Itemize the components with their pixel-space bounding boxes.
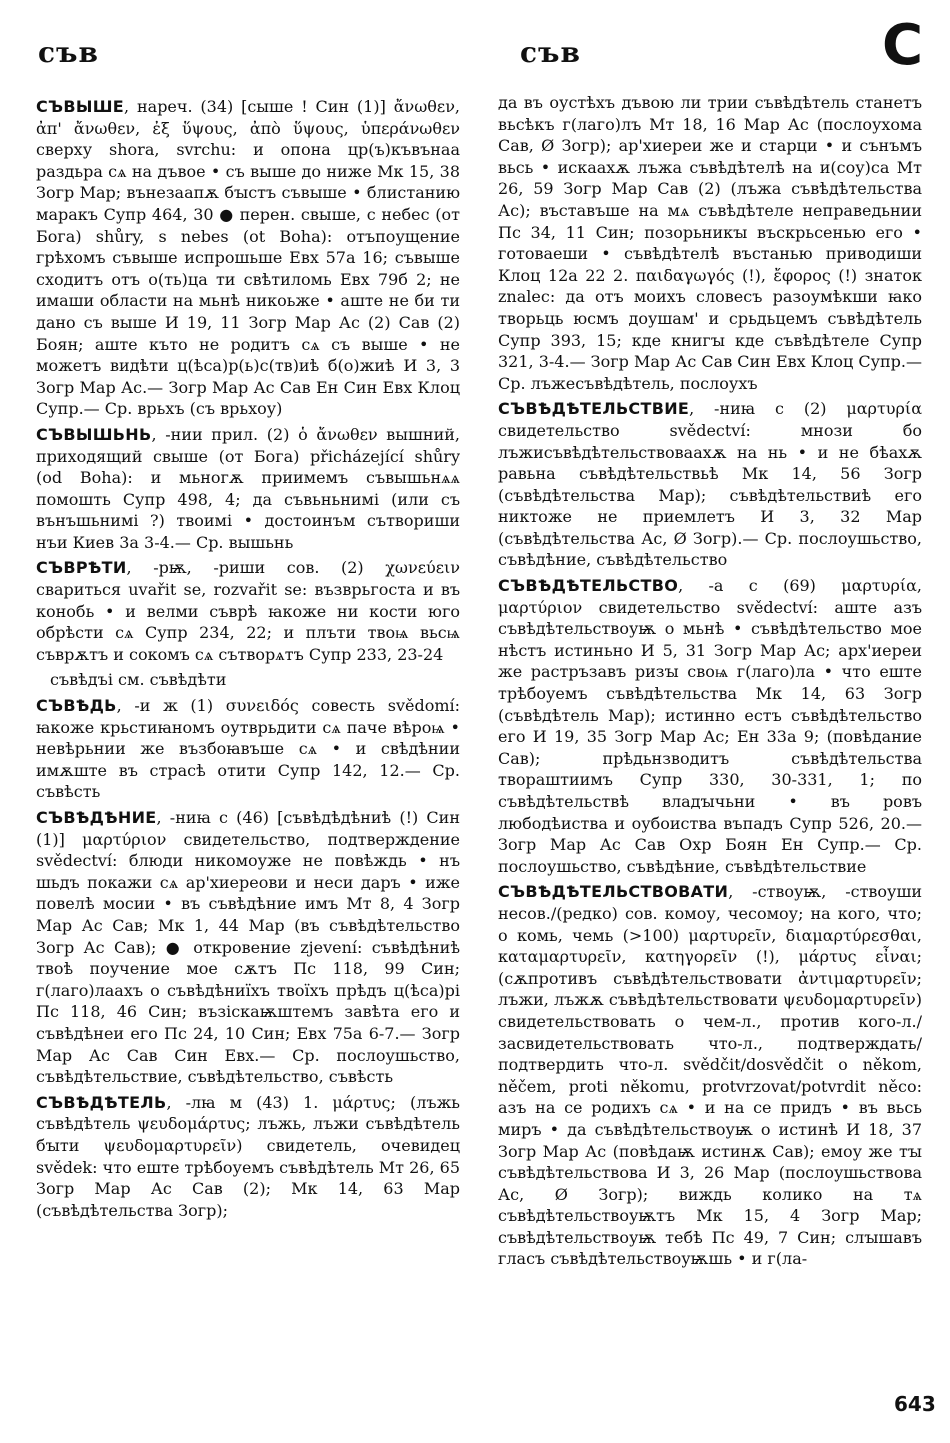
entry-headword: СЪВѢДѢТЕЛЬСТВИЕ: [498, 399, 690, 419]
section-letter: С: [882, 13, 924, 78]
dictionary-entry: [498, 92, 922, 394]
entry-headword: СЪВѢДѢТЕЛЬ: [36, 1092, 167, 1112]
entry-text: -и ж (1) συνειδός совесть svědomí: ꙗкоже крьстиꙗномъ оутврьдити сѧ паче вѣроѩ • невѣрьнии же възбоꙗвъше сѧ • и свѣдѣнии имѫште въ страсѣ отити Супр 142, 12.— Ср. съвѣсть: [36, 696, 460, 802]
dictionary-entry: СЪВЫШЕ, нареч. (34) [сыше ! Син (1)] ἄνωθεν, ἀπ' ἄνωθεν, ἐξ ὕψους, ἀπὸ ὕψους, ὑπεράνωθεν сверху shora, svrchu: и опона цр(ъ)къвънаа раздьра сѧ на дъвое • съ выше до ниже Мк 15, 38 Зогр Мар; вънезаапѫ бꙑстъ съвыше • блистанию маракъ Супр 464, 30 ● перен. свыше, с небес (от Бога) shůry, s nebes (ot Boha): отъпоущение грѣхомъ съвыше испрошьше Евх 57а 16; съвыше сходитъ отъ о(ть)ца ти свѣтиломь Евх 79б 2; не имаши области на мьнѣ никоьже • аште не би ти дано съ выше И 19, 11 Зогр Мар Ас (2) Сав (2) Боян; аште къто не родитъ сѧ съ выше • не можетъ видѣти ц(ѣса)р(ь)с(тв)иѣ б(о)жиѣ И 3, 3 Зогр Мар Ас.— Зогр Мар Ас Сав Ен Син Евх Клоц Супр.— Ср. врьхъ (съ врьхоу): [36, 97, 460, 419]
dictionary-entry: СЪВѢДѢТЕЛЬ, -лꙗ м (43) 1. μάρτυς; (лъжь съвѣдѣтель ψευδομάρτυς; лъжь, лъжи съвѣдѣтель бꙑти ψευδομαρτυρεῖν) свидетель, очевидец svědek: что еште трѣбоуемъ съвѣдѣтель Мт 26, 65 Зогр Мар Ас Сав (2); Мк 14, 63 Мар (съвѣдѣтельства Зогр);: [36, 1092, 460, 1220]
entry-text: -рѭ, -риши сов. (2) χωνεύειν свариться uvařit se, rozvařit se: възврьгоста и въ конобь • и велми съврѣ ꙗкоже ни кости юго обрѣсти сѧ Супр 234, 22; и плъти твоѩ вьсѩ съврѫтъ и сокомъ сѧ сътворѧтъ Супр 233, 23-24: [36, 558, 460, 664]
entry-text: нареч. (34) [сыше ! Син (1)] ἄνωθεν, ἀπ' ἄνωθεν, ἐξ ὕψους, ἀπὸ ὕψους, ὑπεράνωθεν сверху shora, svrchu: и опона цр(ъ)къвънаа раздьра сѧ на дъвое • съ выше до ниже Мк 15, 38 Зогр Мар; вънезаапѫ бꙑстъ съвыше • блистанию маракъ Супр 464, 30 ● перен. свыше, с небес (от Бога) shůry, s nebes (ot Boha): отъпоущение грѣхомъ съвыше испрошьше Евх 57а 16; съвыше сходитъ отъ о(ть)ца ти свѣтиломь Евх 79б 2; не имаши области на мьнѣ никоьже • аште не би ти дано съ выше И 19, 11 Зогр Мар Ас (2) Сав (2) Боян; аште къто не родитъ сѧ съ выше • не можетъ видѣти ц(ѣса)р(ь)с(тв)иѣ б(о)жиѣ И 3, 3 Зогр Мар Ас.— Зогр Мар Ас Сав Ен Син Евх Клоц Супр.— Ср. врьхъ (съ врьхоу): [36, 97, 460, 419]
running-head-left: съв: [38, 36, 99, 69]
dictionary-entry: СЪВѢДѢТЕЛЬСТВОВАТИ, -ствоуѭ, -ствоуши несов./(редко) сов. комоу, чесомоу; на кого, что; о комь, чемь (>100) μαρτυρεῖν, διαμαρτύρεσθαι, καταμαρτυρεῖν, κατηγορεῖν (!), μάρτυς εἶναι; (сѫпротивъ съвѣдѣтельствовати ἀντιμαρτυρεῖν; лъжи, лъжѫ съвѣдѣтельствовати ψευδομαρτυρεῖν) свидетельствовать о чем-л., против кого-л./засвидетельствовать что-л., подтверждать/подтвердить что-л. svědčit/dosvědčit o někom, něčem, proti někomu, protvrzovat/potvrdit něco: азъ на се родихъ сѧ • и на се придъ • въ вьсь миръ • да съвѣдѣтельствоуѭ о истинѣ И 18, 37 Зогр Мар Ас (повѣдаѭ истинѫ Сав); емоу же тꙑ съвѣдѣтельствова И 3, 26 Мар (послоушьствова Ас, Ø Зогр); виждь колико на тѧ съвѣдѣтельствоуѭтъ Мк 15, 4 Зогр Мар; съвѣдѣтельствоуѭ тебѣ Пс 49, 7 Син; слꙑшавъ гласъ съвѣдѣтельствоуѭшь • и г(ла-: [498, 882, 922, 1269]
right-column: [498, 92, 922, 1392]
entry-text: да въ оустѣхъ дъвою ли трии съвѣдѣтель станетъ вьсѣкъ г(лаго)лъ Мт 18, 16 Мар Ас (послоухома Сав, Ø Зогр); ар'хиереи же и старци • и сънъмъ вьсь • искаахѫ лъжа съвѣдѣтелѣ на и(соу)са Мт 26, 59 Зогр Мар Сав (2) (лъжа съвѣдѣтельства Ас); въставъше на мѧ съвѣдѣтеле неправедьнии Пс 34, 11 Син; позорьникꙑ въскрьсенью его • готоваеши • съвѣдѣтелѣ въстанью приводиши Клоц 12а 22 2. παιδαγωγός (!), ἔφορος (!) знаток znalec: да отъ моихъ словесъ разоумѣкши ꙗко творьць юсмъ доушам' и срьдьцемъ съвѣдѣтель Супр 393, 15; кде книгꙑ кде съвѣдѣтеле Супр 321, 3-4.— Зогр Мар Ас Сав Син Евх Клоц Супр.— Ср. лъжесъвѣдѣтель, послоухъ: [498, 93, 922, 393]
entry-text: -нии прил. (2) ὁ ἄνωθεν вышний, приходящий свыше (от Бога) přicházející shůry (od Boha): и мьногѫ приимемъ съвышьнѧѧ помошть Супр 498, 4; да съвьньнимi (или съ вънъшьнимi ?) твоимi • достоинъм сътвориши нъи Киев 3а 3-4.— Ср. вышьнь: [36, 424, 460, 552]
dictionary-entry: СЪВѢДѢТЕЛЬСТВО, -а с (69) μαρτυρία, μαρτύριον свидетельство svědectví: аште азъ съвѣдѣтельствоуѭ о мьнѣ • съвѣдѣтельство мое нѣстъ истиньно И 5, 31 Зогр Мар Ас; арх'иереи же растръзавъ ризꙑ своѩ г(лаго)ла • что еште трѣбоуемъ съвѣдѣтельства Мк 14, 63 Зогр (съвѣдѣтель Мар); истинно естъ съвѣдѣтельство его И 19, 35 Зогр Мар Ас; Ен 33а 9; (повѣдание Сав); прѣдьнзводитъ съвѣдѣтельства твораштиимъ Супр 330, 30-331, 1; по съвѣдѣтельствѣ владꙑчьни • въ ровъ любодѣиства и оубоиства въпадъ Супр 526, 20.— Зогр Мар Ас Сав Охр Боян Ен Супр.— Ср. послоушьство, съвѣдѣние, съвѣдѣтельствие: [498, 576, 922, 876]
page-number: 643: [894, 1392, 936, 1416]
running-head-right: съв: [520, 36, 581, 69]
dictionary-entry: СЪВѢДѢТЕЛЬСТВИЕ, -ниꙗ с (2) μαρτυρία свидетельство svědectví: мнози бо лъжисъвѣдѣтельствоваахѫ на нь • и не бѣахѫ равьна съвѣдѣтельствьѣ Мк 14, 56 Зогр (съвѣдѣтельства Мар); съвѣдѣтельствиѣ его никтоже не приемлетъ И 3, 32 Мар (съвѣдѣтельства Ас, Ø Зогр).— Ср. послоушьство, съвѣдѣние, съвѣдѣтельство: [498, 399, 922, 570]
dictionary-entry: СЪВЫШЬНЬ, -нии прил. (2) ὁ ἄνωθεν вышний, приходящий свыше (от Бога) přicházející shůry (od Boha): и мьногѫ приимемъ съвышьнѧѧ помошть Супр 498, 4; да съвьньнимi (или съ вънъшьнимi ?) твоимi • достоинъм сътвориши нъи Киев 3а 3-4.— Ср. вышьнь: [36, 424, 460, 552]
entry-text: -ствоуѭ, -ствоуши несов./(редко) сов. комоу, чесомоу; на кого, что; о комь, чемь (>100) μαρτυρεῖν, διαμαρτύρεσθαι, καταμαρτυρεῖν, κατηγορεῖν (!), μάρτυς εἶναι; (сѫпротивъ съвѣдѣтельствовати ἀντιμαρτυρεῖν; лъжи, лъжѫ съвѣдѣтельствовати ψευδομαρτυρεῖν) свидетельствовать о чем-л., против кого-л./засвидетельствовать что-л., подтверждать/подтвердить что-л. svědčit/dosvědčit o někom, něčem, proti někomu, protvrzovat/potvrdit něco: азъ на се родихъ сѧ • и на се придъ • въ вьсь миръ • да съвѣдѣтельствоуѭ о истинѣ И 18, 37 Зогр Мар Ас (повѣдаѭ истинѫ Сав); емоу же тꙑ съвѣдѣтельствова И 3, 26 Мар (послоушьствова Ас, Ø Зогр); виждь колико на тѧ съвѣдѣтельствоуѭтъ Мк 15, 4 Зогр Мар; съвѣдѣтельствоуѭ тебѣ Пс 49, 7 Син; слꙑшавъ гласъ съвѣдѣтельствоуѭшь • и г(ла-: [498, 882, 922, 1269]
entry-headword: СЪВѢДѢНИЕ: [36, 808, 157, 827]
entry-text: -а с (69) μαρτυρία, μαρτύριον свидетельство svědectví: аште азъ съвѣдѣтельствоуѭ о мьнѣ • съвѣдѣтельство мое нѣстъ истиньно И 5, 31 Зогр Мар Ас; арх'иереи же растръзавъ ризꙑ своѩ г(лаго)ла • что еште трѣбоуемъ съвѣдѣтельства Мк 14, 63 Зогр (съвѣдѣтель Мар); истинно естъ съвѣдѣтельство его И 19, 35 Зогр Мар Ас; Ен 33а 9; (повѣдание Сав); прѣдьнзводитъ съвѣдѣтельства твораштиимъ Супр 330, 30-331, 1; по съвѣдѣтельствѣ владꙑчьни • въ ровъ любодѣиства и оубоиства въпадъ Супр 526, 20.— Зогр Мар Ас Сав Охр Боян Ен Супр.— Ср. послоушьство, съвѣдѣние, съвѣдѣтельствие: [498, 576, 922, 876]
entry-headword: СЪВѢДѢТЕЛЬСТВОВАТИ: [498, 882, 729, 902]
dictionary-entry: СЪВѢДѢНИЕ, -ниꙗ с (46) [съвѣдѣдѣниѣ (!) Син (1)] μαρτύριον свидетельство, подтверждение svědectví: блюди никомоуже не повѣждь • нъ шьдъ покажи сѧ ар'хиереови и неси даръ • иже повелѣ мосии • въ съвѣдѣние имъ Мт 8, 4 Зогр Мар Ас Сав; Мк 1, 44 Мар (въ съвѣдѣтельство Зогр Ас Сав); ● откровение zjevení: съвѣдѣниѣ твоѣ поучение мое сѫтъ Пс 118, 99 Син; г(лаго)лаахъ о съвѣдѣниїхъ твоїхъ прѣдъ ц(ѣса)рi Пс 118, 46 Син; възiскаѭштемъ завѣта его и съвѣдѣнеи его Пс 24, 10 Син; Евх 75а 6-7.— Зогр Мар Ас Сав Син Евх.— Ср. послоушьство, съвѣдѣтельствие, съвѣдѣтельство, съвѣсть: [36, 808, 460, 1087]
dictionary-entry: СЪВРѢТИ, -рѭ, -риши сов. (2) χωνεύειν свариться uvařit se, rozvařit se: възврьгоста и въ конобь • и велми съврѣ ꙗкоже ни кости юго обрѣсти сѧ Супр 234, 22; и плъти твоѩ вьсѩ съврѫтъ и сокомъ сѧ сътворѧтъ Супр 233, 23-24: [36, 558, 460, 664]
entry-text: съвѣдъi см. съвѣдѣти: [50, 670, 227, 690]
dictionary-entry: [50, 669, 460, 691]
entry-headword: СЪВЫШЬНЬ: [36, 424, 152, 444]
entry-text: -ниꙗ с (2) μαρτυρία свидетельство svědectví: мнози бо лъжисъвѣдѣтельствоваахѫ на нь • и не бѣахѫ равьна съвѣдѣтельствьѣ Мк 14, 56 Зогр (съвѣдѣтельства Мар); съвѣдѣтельствиѣ его никтоже не приемлетъ И 3, 32 Мар (съвѣдѣтельства Ас, Ø Зогр).— Ср. послоушьство, съвѣдѣние, съвѣдѣтельство: [498, 399, 922, 570]
entry-headword: СЪВѢДЬ: [36, 696, 117, 716]
entry-headword: СЪВЫШЕ: [36, 97, 125, 116]
entry-text: -ниꙗ с (46) [съвѣдѣдѣниѣ (!) Син (1)] μαρτύριον свидетельство, подтверждение svědectví: блюди никомоуже не повѣждь • нъ шьдъ покажи сѧ ар'хиереови и неси даръ • иже повелѣ мосии • въ съвѣдѣние имъ Мт 8, 4 Зогр Мар Ас Сав; Мк 1, 44 Мар (въ съвѣдѣтельство Зогр Ас Сав); ● откровение zjevení: съвѣдѣниѣ твоѣ поучение мое сѫтъ Пс 118, 99 Син; г(лаго)лаахъ о съвѣдѣниїхъ твоїхъ прѣдъ ц(ѣса)рi Пс 118, 46 Син; възiскаѭштемъ завѣта его и съвѣдѣнеи его Пс 24, 10 Син; Евх 75а 6-7.— Зогр Мар Ас Сав Син Евх.— Ср. послоушьство, съвѣдѣтельствие, съвѣдѣтельство, съвѣсть: [36, 808, 460, 1087]
entry-headword: СЪВѢДѢТЕЛЬСТВО: [498, 576, 679, 596]
left-column: [36, 96, 460, 1396]
entry-text: -лꙗ м (43) 1. μάρτυς; (лъжь съвѣдѣтель ψευδομάρτυς; лъжь, лъжи съвѣдѣтель бꙑти ψευδομαρτυρεῖν) свидетель, очевидец svědek: что еште трѣбоуемъ съвѣдѣтель Мт 26, 65 Зогр Мар Ас Сав (2); Мк 14, 63 Мар (съвѣдѣтельства Зогр);: [36, 1092, 460, 1220]
entry-headword: СЪВРѢТИ: [36, 558, 127, 578]
dictionary-entry: СЪВѢДЬ, -и ж (1) συνειδός совесть svědomí: ꙗкоже крьстиꙗномъ оутврьдити сѧ паче вѣроѩ • невѣрьнии же възбоꙗвъше сѧ • и свѣдѣнии имѫште въ страсѣ отити Супр 142, 12.— Ср. съвѣсть: [36, 696, 460, 802]
